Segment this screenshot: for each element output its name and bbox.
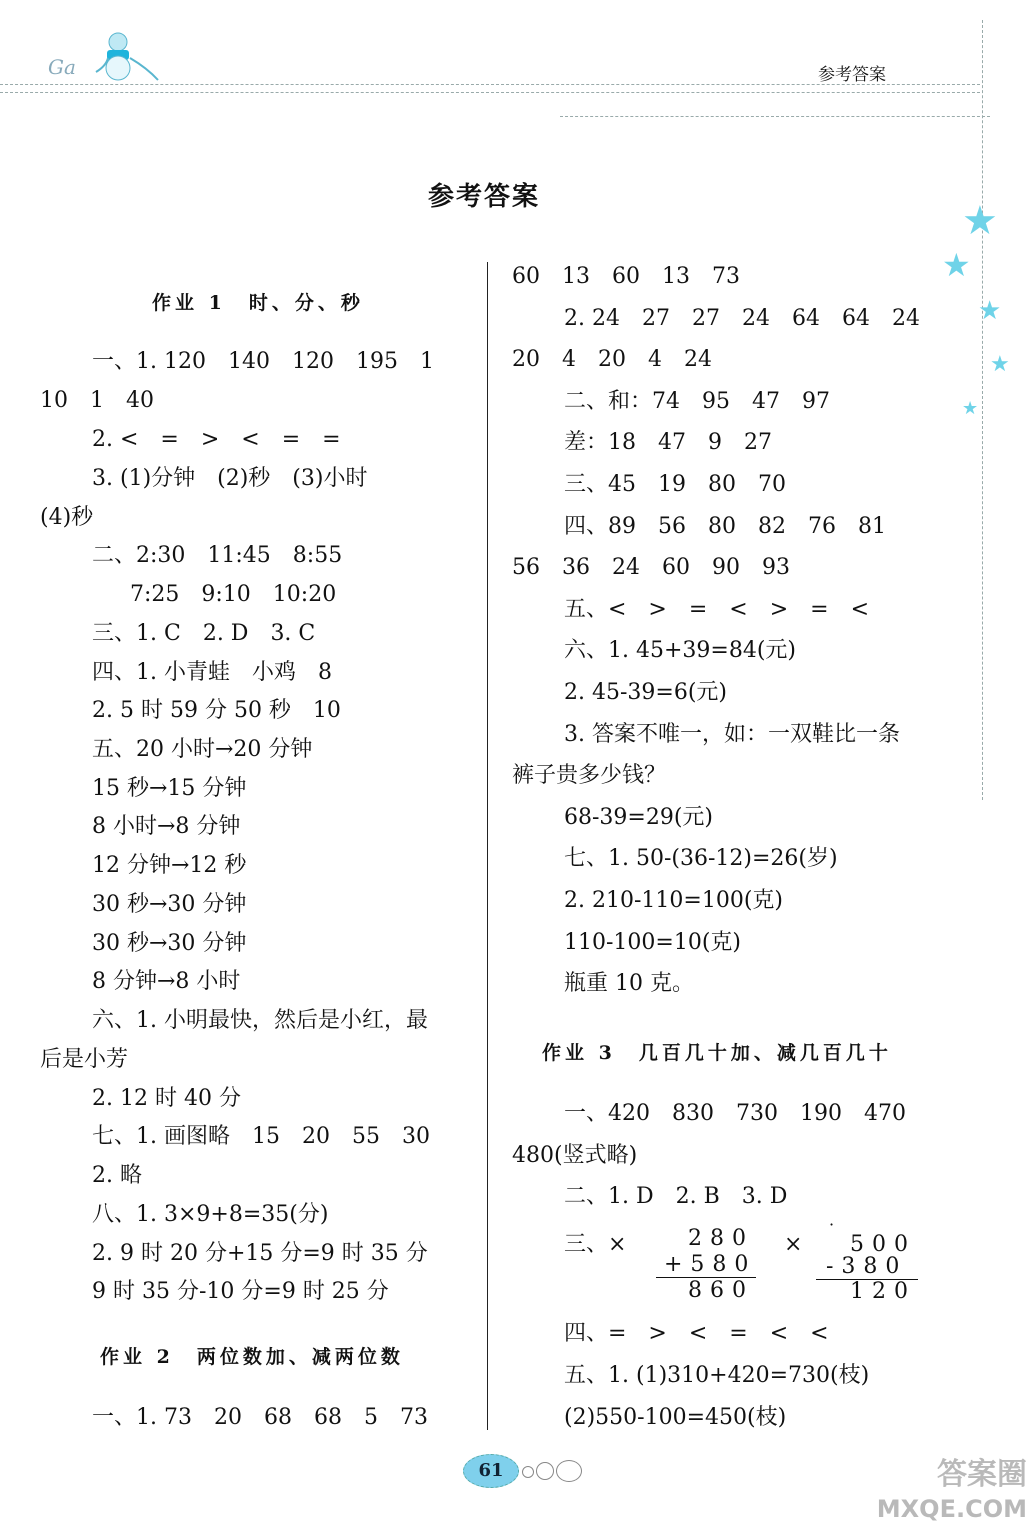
answer-line: 110-100=10(克) (564, 930, 742, 955)
answer-line: 瓶重 10 克。 (564, 971, 694, 996)
answer-line: 2. 9 时 20 分+15 分=9 时 35 分 (92, 1241, 428, 1266)
answer-line: 2. < = > < = = (92, 427, 341, 452)
answer-line: 七、1. 画图略 15 20 55 30 (92, 1124, 430, 1149)
header-rule-bottom (0, 92, 980, 93)
calc1-mid: +580 (664, 1252, 757, 1277)
watermark-line1: 答案圈 (937, 1457, 1027, 1492)
star-icon: ★ (990, 352, 1010, 377)
answer-line: 一、420 830 730 190 470 (564, 1101, 906, 1126)
answer-line: 7:25 9:10 10:20 (130, 582, 337, 607)
answer-line: 15 秒→15 分钟 (92, 776, 247, 801)
running-title: 参考答案 (818, 65, 886, 85)
answer-line: 68-39=29(元) (564, 805, 714, 830)
answer-line: 60 13 60 13 73 (512, 264, 740, 289)
answer-line: 二、1. D 2. B 3. D (564, 1184, 788, 1209)
page-title: 参考答案 (428, 182, 541, 212)
header-logo-text: Ga (48, 55, 76, 79)
answer-line: 2. 5 时 59 分 50 秒 10 (92, 698, 341, 723)
answer-line: 三、45 19 80 70 (564, 472, 786, 497)
calc2-result: 120 (850, 1279, 916, 1304)
q3-prefix: 三、× (564, 1232, 627, 1257)
answer-line: 后是小芳 (40, 1047, 129, 1072)
answer-line: 3. (1)分钟 (2)秒 (3)小时 (92, 466, 368, 491)
answer-line: 六、1. 45+39=84(元) (564, 638, 796, 663)
watermark (877, 1458, 1027, 1526)
answer-line: (2)550-100=450(枝) (564, 1405, 787, 1430)
answer-line: 八、1. 3×9+8=35(分) (92, 1202, 329, 1227)
answer-line: 三、1. C 2. D 3. C (92, 621, 316, 646)
star-icon: ★ (962, 398, 979, 419)
answer-line: 20 4 20 4 24 (512, 347, 712, 372)
answer-line: 9 时 35 分-10 分=9 时 25 分 (92, 1279, 389, 1304)
answer-line: 四、= > < = < < (564, 1321, 829, 1346)
answer-line: 五、< > = < > = < (564, 597, 870, 622)
answer-line: 五、1. (1)310+420=730(枝) (564, 1363, 870, 1388)
bubble-decoration (536, 1462, 554, 1480)
calc1-result: 860 (688, 1278, 754, 1303)
bubble-decoration (522, 1466, 534, 1478)
section-title-3: 作业 3 几百几十加、减几百几十 (542, 1042, 892, 1064)
answer-line: 二、2:30 11:45 8:55 (92, 543, 343, 568)
answer-line: 二、和：74 95 47 97 (564, 389, 830, 414)
answer-line: 2. 12 时 40 分 (92, 1086, 241, 1111)
answer-line: 30 秒→30 分钟 (92, 931, 247, 956)
answer-line: 2. 210-110=100(克) (564, 888, 783, 913)
calc2-mid: -380 (826, 1254, 908, 1279)
answer-line: 30 秒→30 分钟 (92, 892, 247, 917)
calc2-top: 500 (850, 1232, 916, 1257)
answer-line: 一、1. 73 20 68 68 5 73 (92, 1405, 428, 1430)
answer-line: (4)秒 (40, 505, 94, 530)
right-margin-dotted-rule (982, 20, 983, 800)
answer-line: 六、1. 小明最快，然后是小红，最 (92, 1008, 428, 1033)
snowman-icon (92, 28, 162, 84)
star-icon: ★ (978, 296, 1002, 326)
answer-line: 五、20 小时→20 分钟 (92, 737, 313, 762)
answer-line: 2. 24 27 27 24 64 64 24 (564, 306, 920, 331)
answer-line: 12 分钟→12 秒 (92, 853, 247, 878)
answer-line: 四、89 56 80 82 76 81 (564, 514, 886, 539)
page-number: 61 (463, 1454, 519, 1488)
section-title-2: 作业 2 两位数加、减两位数 (100, 1346, 404, 1368)
answer-line: 差：18 47 9 27 (564, 430, 772, 455)
bubble-decoration (556, 1460, 582, 1482)
answer-line: 480(竖式略) (512, 1143, 638, 1168)
answer-line: 裤子贵多少钱？ (512, 763, 667, 788)
answer-line: 2. 略 (92, 1163, 142, 1188)
answer-line: 2. 45-39=6(元) (564, 680, 728, 705)
answer-line: 四、1. 小青蛙 小鸡 8 (92, 660, 332, 685)
star-icon: ★ (942, 246, 971, 284)
answer-line: 10 1 40 (40, 388, 154, 413)
borrow-dot: · (829, 1215, 835, 1234)
answer-line: 七、1. 50-(36-12)=26(岁) (564, 846, 838, 871)
answer-line: 56 36 24 60 90 93 (512, 555, 790, 580)
star-icon: ★ (962, 198, 998, 244)
header-rule-right (560, 116, 990, 117)
calc1-top: 280 (688, 1226, 754, 1251)
answer-line: 8 小时→8 分钟 (92, 814, 241, 839)
answer-line: 8 分钟→8 小时 (92, 969, 241, 994)
answer-line: 3. 答案不唯一，如：一双鞋比一条 (564, 722, 900, 747)
watermark-line2: MXQE.COM (876, 1495, 1027, 1523)
answer-line: 一、1. 120 140 120 195 1 (92, 349, 434, 374)
section-title-1: 作业 1 时、分、秒 (152, 292, 364, 314)
snowman-logo (92, 28, 162, 84)
column-divider (487, 262, 488, 1430)
calc-mark: × (784, 1232, 803, 1257)
